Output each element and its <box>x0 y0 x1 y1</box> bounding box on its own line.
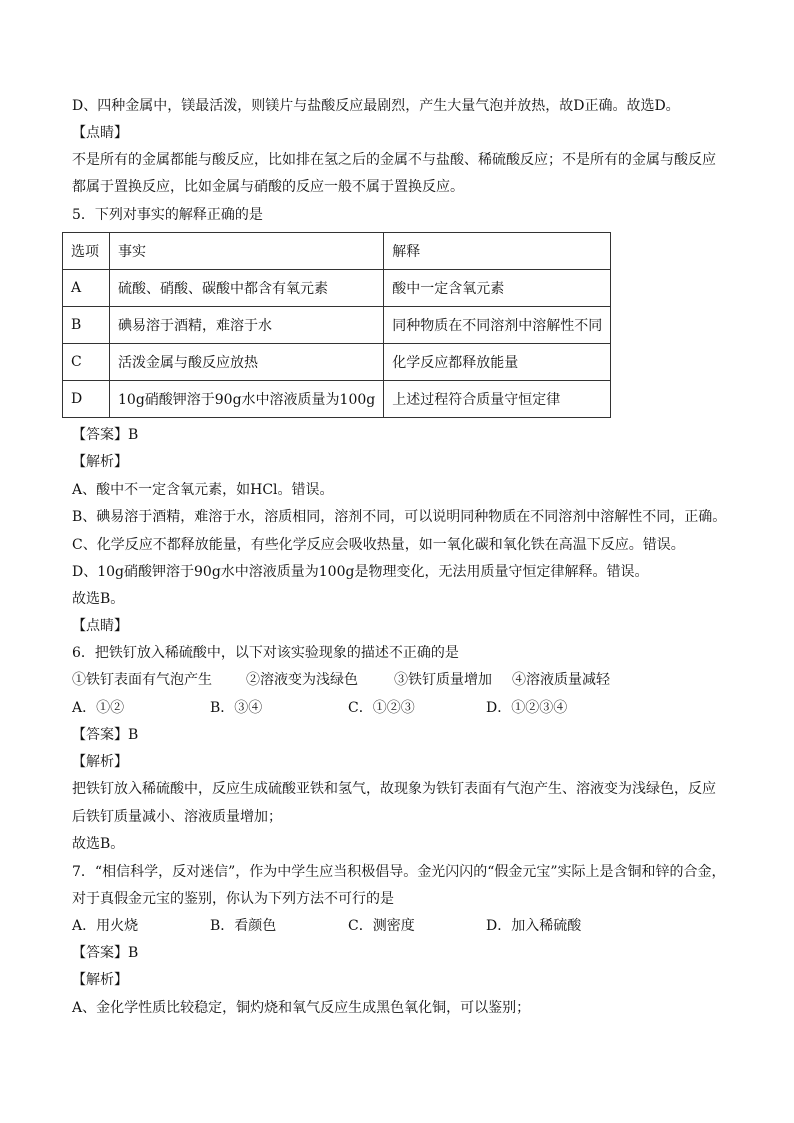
table-row <box>63 381 611 418</box>
q7-answer: 【答案】B <box>72 945 139 961</box>
q7-option: A．用火烧 <box>72 918 139 934</box>
table-cell: 10g硝酸钾溶于90g水中溶液质量为100g <box>110 381 384 418</box>
table-cell: C <box>63 344 110 381</box>
tip-label: 【点睛】 <box>72 125 128 141</box>
table-header-cell: 事实 <box>110 233 384 270</box>
q6-analysis-label: 【解析】 <box>72 754 128 770</box>
table-header-row <box>63 233 611 270</box>
q6-statements <box>72 670 732 690</box>
q7-stem-line2: 对于真假金元宝的鉴别，你认为下列方法不可行的是 <box>72 891 394 907</box>
q6-statement: ④溶液质量减轻 <box>512 672 610 688</box>
table-cell: 活泼金属与酸反应放热 <box>110 344 384 381</box>
table-cell: 同种物质在不同溶剂中溶解性不同 <box>384 307 611 344</box>
q7-option: C．测密度 <box>348 918 415 934</box>
q5-stem: 5．下列对事实的解释正确的是 <box>72 207 263 223</box>
q6-analysis-line2: 后铁钉质量减小、溶液质量增加； <box>72 809 282 825</box>
table-row <box>63 344 611 381</box>
q6-conclusion: 故选B。 <box>72 836 125 852</box>
table-cell: 硫酸、硝酸、碳酸中都含有氧元素 <box>110 270 384 307</box>
table-header-cell: 解释 <box>384 233 611 270</box>
q6-option: B．③④ <box>210 700 263 716</box>
q5-analysis-d: D、10g硝酸钾溶于90g水中溶液质量为100g是物理变化，无法用质量守恒定律解释。错误。 <box>72 564 649 580</box>
q5-table <box>62 232 611 418</box>
q6-analysis-line1: 把铁钉放入稀硫酸中，反应生成硫酸亚铁和氢气，故现象为铁钉表面有气泡产生、溶液变为浅绿色，反应 <box>72 781 716 797</box>
tip-text-line1: 不是所有的金属都能与酸反应，比如排在氢之后的金属不与盐酸、稀硫酸反应；不是所有的金属与酸反应 <box>72 152 716 168</box>
q5-analysis-c: C、化学反应不都释放能量，有些化学反应会吸收热量，如一氧化碳和氧化铁在高温下反应。错误。 <box>72 537 685 553</box>
table-cell: 上述过程符合质量守恒定律 <box>384 381 611 418</box>
q6-statement: ③铁钉质量增加 <box>394 672 492 688</box>
q7-option: B．看颜色 <box>210 918 277 934</box>
q5-analysis-b: B、碘易溶于酒精，难溶于水，溶质相同，溶剂不同，可以说明同种物质在不同溶剂中溶解性不同，正确。 <box>72 509 727 525</box>
q6-statement: ①铁钉表面有气泡产生 <box>72 672 212 688</box>
q5-conclusion: 故选B。 <box>72 591 125 607</box>
q5-analysis-a: A、酸中不一定含氧元素，如HCl。错误。 <box>72 482 334 498</box>
q7-stem-line1: 7．“相信科学，反对迷信”，作为中学生应当积极倡导。金光闪闪的“假金元宝”实际上是含铜和锌的合金， <box>72 864 726 880</box>
table-header-cell: 选项 <box>63 233 110 270</box>
tip-text-line2: 都属于置换反应，比如金属与硝酸的反应一般不属于置换反应。 <box>72 179 464 195</box>
q5-tip-label: 【点睛】 <box>72 618 128 634</box>
q7-option: D．加入稀硫酸 <box>486 918 582 934</box>
q6-option: A．①② <box>72 700 125 716</box>
table-cell: B <box>63 307 110 344</box>
q5-analysis-label: 【解析】 <box>72 454 128 470</box>
q6-stem: 6．把铁钉放入稀硫酸中，以下对该实验现象的描述不正确的是 <box>72 645 459 661</box>
table-cell: 酸中一定含氧元素 <box>384 270 611 307</box>
q7-options <box>72 916 732 936</box>
q6-option: C．①②③ <box>348 700 415 716</box>
q7-analysis-a: A、金化学性质比较稳定，铜灼烧和氧气反应生成黑色氧化铜，可以鉴别； <box>72 1000 531 1016</box>
table-cell: A <box>63 270 110 307</box>
q7-analysis-label: 【解析】 <box>72 972 128 988</box>
q4-option-d-analysis: D、四种金属中，镁最活泼，则镁片与盐酸反应最剧烈，产生大量气泡并放热，故D正确。故选D。 <box>72 98 680 114</box>
q6-options <box>72 698 732 718</box>
table-row <box>63 270 611 307</box>
q5-answer: 【答案】B <box>72 427 139 443</box>
table-cell: 化学反应都释放能量 <box>384 344 611 381</box>
q6-statement: ②溶液变为浅绿色 <box>246 672 358 688</box>
table-cell: D <box>63 381 110 418</box>
q6-option: D．①②③④ <box>486 700 568 716</box>
table-cell: 碘易溶于酒精，难溶于水 <box>110 307 384 344</box>
q6-answer: 【答案】B <box>72 727 139 743</box>
table-row <box>63 307 611 344</box>
